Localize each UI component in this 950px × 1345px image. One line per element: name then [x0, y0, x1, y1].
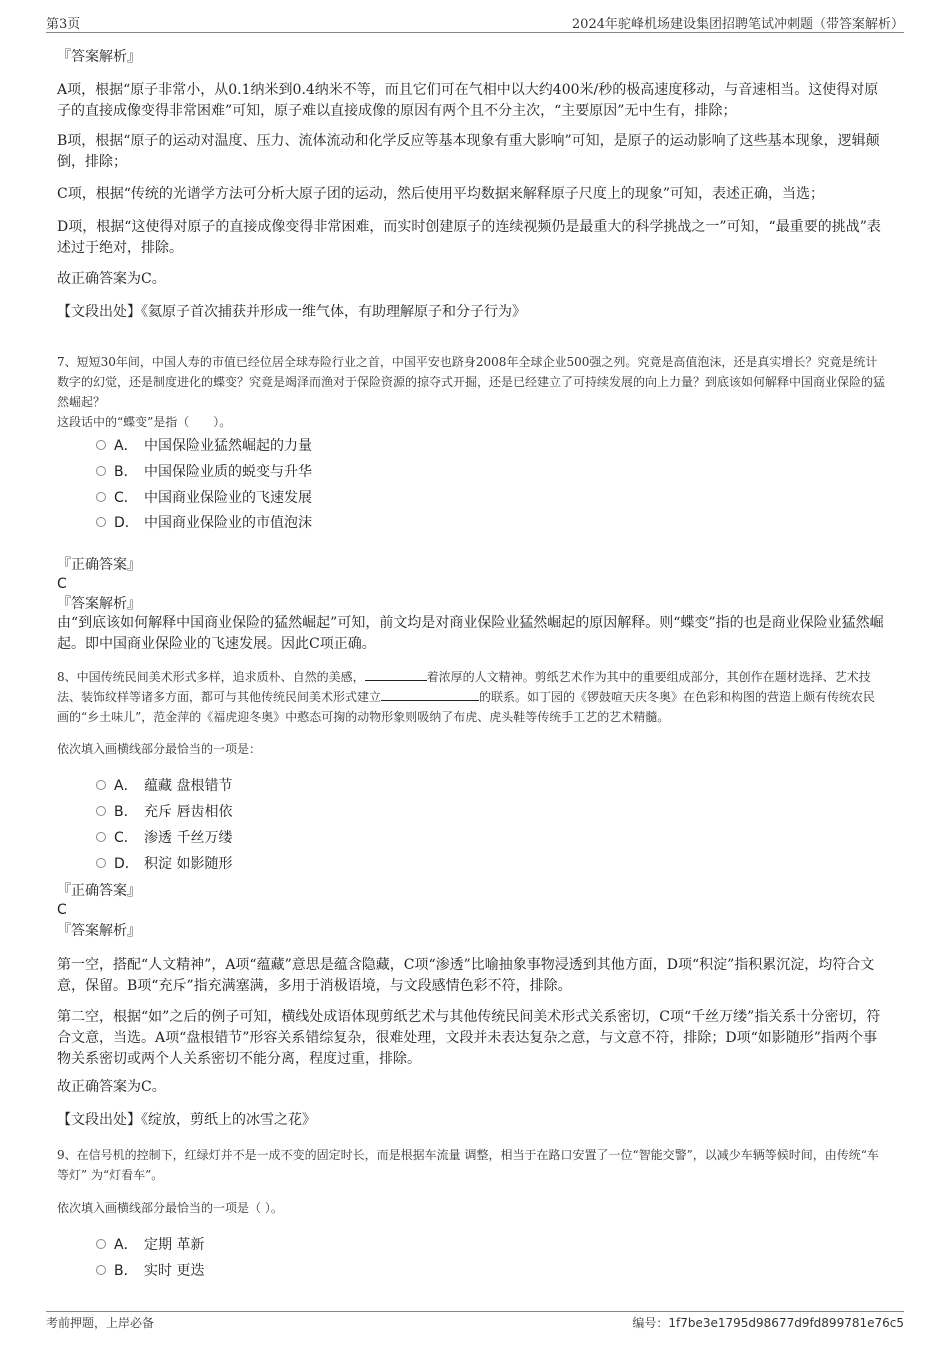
answer-label: 『正确答案』	[57, 557, 141, 573]
answer-value: C	[57, 576, 67, 592]
option-c[interactable]: C． 中国商业保险业的飞速发展	[96, 488, 312, 508]
analysis-paragraph-2: 第二空，根据“如”之后的例子可知，横线处成语体现剪纸艺术与其他传统民间美术形式关系密切，C项“千丝万缕”指关系十分密切，符合文意，当选。A项“盘根错节”形容关系错综复杂，很难处理，文段并未表达复杂之意，与文意不符，排除；D项“如影随形”指两个事物关系密切或两个人关系密切不能分离，程度过重，排除。	[57, 1009, 881, 1067]
question-prompt: 依次填入画横线部分最恰当的一项是（ ）。	[57, 1201, 283, 1215]
analysis-label: 『答案解析』	[57, 596, 141, 612]
question-stem: 8、中国传统民间美术形式多样，追求质朴、自然的美感， 着浓厚的人文精神。剪纸艺术作为其中的重要组成部分，其创作在题材选择、艺术技法、装饰纹样等诸多方面，都可与其他传统民间美术形式建立 的联系。如丁园的《锣鼓喧天庆冬奥》在色彩和构图的营造上颇有传统农民画的“乡土味儿”，范金萍的《福虎迎冬奥》中憨态可掬的动物形象则吸纳了布虎、虎头鞋等传统手工艺的艺术精髓。	[57, 670, 876, 724]
document-title: 2024年驼峰机场建设集团招聘笔试冲刺题（带答案解析）	[571, 17, 904, 32]
question-stem: 7、短短30年间，中国人寿的市值已经位居全球寿险行业之首，中国平安也跻身2008年全球企业500强之列。究竟是高值泡沫，还是真实增长？究竟是统计数字的幻觉，还是制度进化的蝶变？究竟是竭泽而渔对于保险资源的掠夺式开掘，还是已经建立了可持续发展的向上力量？到底该如何解释中国商业保险的猛然崛起？	[57, 355, 886, 409]
option-c[interactable]: C． 渗透 千丝万缕	[96, 828, 232, 848]
question-prompt: 依次填入画横线部分最恰当的一项是：	[57, 742, 262, 756]
option-d[interactable]: D． 积淀 如影随形	[96, 854, 232, 874]
analysis-label: 『答案解析』	[57, 49, 141, 65]
footer-divider	[46, 1311, 904, 1312]
analysis-conclusion: 故正确答案为C。	[57, 271, 166, 287]
answer-value: C	[57, 902, 67, 918]
analysis-paragraph-1: 第一空，搭配“人文精神”，A项“蕴藏”意思是蕴含隐藏，C项“渗透”比喻抽象事物浸透到其他方面，D项“积淀”指积累沉淀，均符合文意，保留。B项“充斥”指充满塞满，多用于消极语境，与文段感情色彩不符，排除。	[57, 957, 875, 994]
radio-icon[interactable]	[96, 780, 106, 790]
radio-icon[interactable]	[96, 466, 106, 476]
radio-icon[interactable]	[96, 1265, 106, 1275]
source-citation: 【文段出处】《氦原子首次捕获并形成一维气体，有助理解原子和分子行为》	[57, 304, 526, 320]
analysis-paragraph-a: A项，根据“原子非常小，从0.1纳米到0.4纳米不等，而且它们可在气相中以大约400米/秒的极高速度移动，与音速相当。这使得对原子的直接成像变得非常困难”可知，原子难以直接成像的原因有两个且不分主次，“主要原因”无中生有，排除；	[57, 82, 879, 119]
radio-icon[interactable]	[96, 440, 106, 450]
fill-blank	[365, 668, 427, 681]
option-b[interactable]: B． 充斥 唇齿相依	[96, 802, 232, 822]
answer-label: 『正确答案』	[57, 883, 141, 899]
analysis-label: 『答案解析』	[57, 923, 141, 939]
analysis-paragraph-d: D项，根据“这使得对原子的直接成像变得非常困难，而实时创建原子的连续视频仍是最重大的科学挑战之一”可知，“最重要的挑战”表述过于绝对，排除。	[57, 219, 881, 256]
question-stem: 9、在信号机的控制下，红绿灯并不是一成不变的固定时长，而是根据车流量 调整，相当于在路口安置了一位“智能交警”，以减少车辆等候时间，由传统“车等灯” 为“灯看车”。	[57, 1148, 879, 1182]
question-prompt: 这段话中的“蝶变”是指（ ）。	[57, 415, 232, 429]
option-b[interactable]: B． 中国保险业质的蜕变与升华	[96, 462, 312, 482]
header-divider	[46, 32, 904, 33]
radio-icon[interactable]	[96, 832, 106, 842]
radio-icon[interactable]	[96, 806, 106, 816]
radio-icon[interactable]	[96, 492, 106, 502]
fill-blank	[381, 688, 479, 701]
analysis-paragraph-c: C项，根据“传统的光谱学方法可分析大原子团的运动，然后使用平均数据来解释原子尺度上的现象”可知，表述正确，当选；	[57, 186, 825, 202]
page-number: 第3页	[46, 17, 81, 32]
radio-icon[interactable]	[96, 517, 106, 527]
option-b[interactable]: B． 实时 更迭	[96, 1261, 204, 1281]
document-code: 编号：1f7be3e1795d98677d9fd899781e76c5	[632, 1316, 904, 1330]
analysis-paragraph-b: B项，根据“原子的运动对温度、压力、流体流动和化学反应等基本现象有重大影响”可知，是原子的运动影响了这些基本现象，逻辑颠倒，排除；	[57, 133, 880, 170]
option-a[interactable]: A． 定期 革新	[96, 1235, 204, 1255]
option-d[interactable]: D． 中国商业保险业的市值泡沫	[96, 513, 312, 533]
footer-slogan: 考前押题，上岸必备	[46, 1316, 155, 1330]
option-a[interactable]: A． 蕴藏 盘根错节	[96, 776, 232, 796]
radio-icon[interactable]	[96, 858, 106, 868]
radio-icon[interactable]	[96, 1239, 106, 1249]
source-citation: 【文段出处】《绽放，剪纸上的冰雪之花》	[57, 1112, 316, 1128]
analysis-text: 由“到底该如何解释中国商业保险的猛然崛起”可知，前文均是对商业保险业猛然崛起的原因解释。则“蝶变”指的也是商业保险业猛然崛起。即中国商业保险业的飞速发展。因此C项正确。	[57, 615, 884, 652]
option-a[interactable]: A． 中国保险业猛然崛起的力量	[96, 436, 312, 456]
analysis-conclusion: 故正确答案为C。	[57, 1079, 166, 1095]
